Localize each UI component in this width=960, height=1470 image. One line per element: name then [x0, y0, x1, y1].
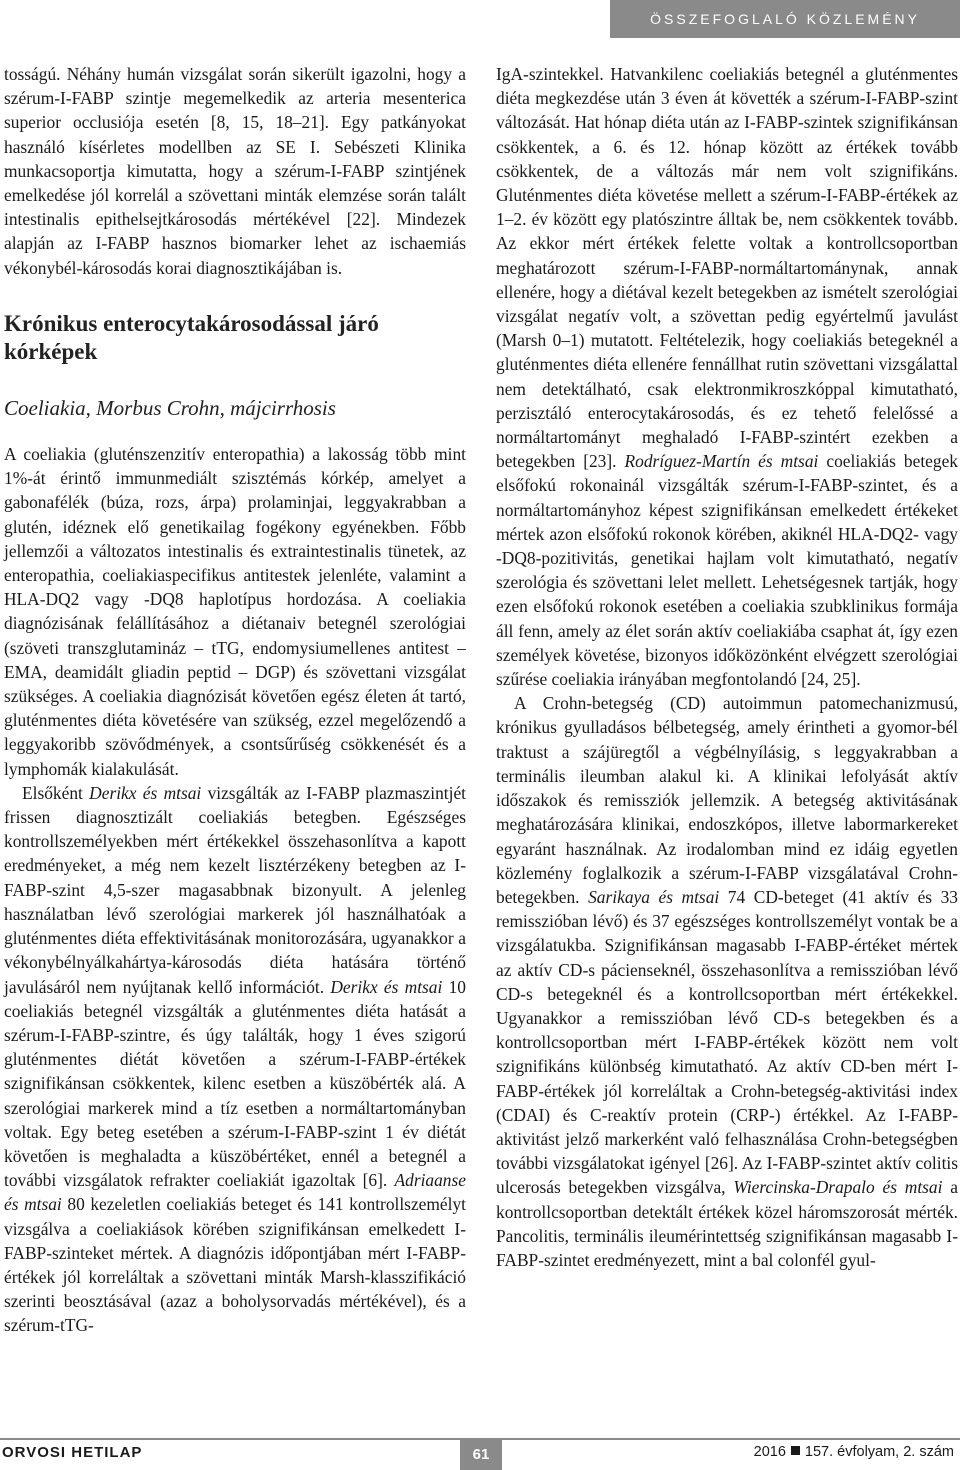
- text-run: 10 coeliakiás betegnél vizsgálták a gluténmentes diéta hatását a szérum-I-FABP-szintre, és úgy találták, hogy 1 éves szigorú gluténmentes diétát követően a szérum-I-FABP-értékek szignifikánsan csökkentek, kilenc esetben a küszöbérték alá. A szerológiai markerek mind a tíz esetben a normáltartományban voltak. Egy beteg esetében a szérum-I-FABP-szint 1 év diétát követően is meghaladta a küszöbértéket, ennél a betegnél a további vizsgálatok refrakter coeliakiát igazoltak [6].: [4, 976, 466, 1191]
- left-column: [4, 62, 466, 1338]
- paragraph: [4, 781, 466, 1338]
- paragraph: A coeliakia (gluténszenzitív enteropathia) a lakosság több mint 1%-át érintő immunmediált szisztémás kórkép, amelyet a gabonafélék (búza, rozs, árpa) prolaminjai, leggyakrabban a glutén, idéznek elő genetikailag fogékony egyénekben. Főbb jellemzői a változatos intestinalis és extraintestinalis tünetek, az enteropathia, coeliakiaspecifikus antitestek jelenléte, valamint a HLA-DQ2 vagy -DQ8 haplotípus hordozása. A coeliakia diagnózisának felállításához a diétanaiv betegnél szerológiai (szöveti transzglutamináz – tTG, endomysiumellenes antitest – EMA, deamidált gliadin peptid – DGP) és szövettani vizsgálat szükséges. A coeliakia diagnózisát követően egész életen át tartó, gluténmentes diéta követésére van szükség, ezzel megelőzendő a leggyakoribb szövődmények, a csontsűrűség csökkenését és a lymphomák kialakulását.: [4, 444, 466, 779]
- text-run: a kontrollcsoportban detektált értékek közel háromszorosát mérték. Pancolitis, terminális ileumérintettség szignifikánsan magasabb I-FABP-szintet eredményezett, mint a bal colonfél gyul-: [496, 1177, 958, 1270]
- volume: 157. évfolyam, 2. szám: [804, 1444, 954, 1460]
- text-run: Elsőként: [22, 782, 90, 803]
- text-run: 80 kezeletlen coeliakiás beteget és 141 kontrollszemélyt vizsgálva a coeliakiások körében szignifikánsan emelkedett I-FABP-szinteket mértek. A diagnózis időpontjában mért I-FABP-értékek jól korreláltak a szövettani minták Marsh-klasszifikáció szerinti beosztásával (azaz a boholysorvadás mértékével), és a szérum-tTG-: [4, 1194, 466, 1336]
- text-run: 74 CD-beteget (41 aktív és 33 remisszióban lévő) és 37 egészséges kontrollszemélyt vontak be a vizsgálatukba. Szignifikánsan magasabb I-FABP-értéket mértek az aktív CD-s pácienseknél, összehasonlítva a remisszióban lévő CD-s betegeknél és a kontrollcsoportban mért értékekkel. Ugyanakkor a remisszióban lévő CD-s betegekben és a kontrollcsoportban mért I-FABP-értékek között nem volt szignifikáns különbség kimutatható. Az aktív CD-ben mért I-FABP-értékek jól korreláltak a Crohn-betegség-aktivitási index (CDAI) és C-reaktív protein (CRP-) értékkel. Az I-FABP-aktivitást jelző markerként való felhasználása Crohn-betegségben további vizsgálatokat igényel [26]. Az I-FABP-szintet aktív colitis ulcerosás betegekben vizsgálva,: [496, 886, 959, 1198]
- text-run: coeliakiás betegek elsőfokú rokonainál vizsgálták szérum-I-FABP-szintet, és a normáltartományhoz képest szignifikánsan emelkedett értékeket mértek azon elsőfokú rokonok körében, akiknél HLA-DQ2- vagy -DQ8-pozitivitás, genetikai hajlam volt kimutatható, negatív szerológia és szövettani lelet mellett. Lehetségesnek tartják, hogy ezen elsőfokú rokonok esetében a coeliakia szubklinikus formája áll fenn, amely az élet során aktív coeliakiába csaphat át, így ezen személyek követése, bizonyos időközönként elvégzett szerológiai szűrése coeliakia irányában megfontolandó [24, 25].: [496, 451, 958, 690]
- author-citation: Derikx és mtsai: [89, 782, 202, 803]
- subsection-heading: Coeliakia, Morbus Crohn, májcirrhosis: [4, 395, 336, 420]
- section-label: ÖSSZEFOGLALÓ KÖZLEMÉNY: [610, 0, 960, 38]
- author-citation: Wiercinska-Drapalo és mtsai: [733, 1177, 943, 1198]
- author-citation: Rodríguez-Martín és mtsai: [624, 451, 819, 472]
- text-run: A Crohn-betegség (CD) autoimmun patomechanizmusú, krónikus gyulladásos bélbetegség, amely érintheti a gyomor-bél traktust a szájüregtől a végbélnyílásig, s leggyakrabban a terminális ileumban alakul ki. A klinikai lefolyását aktív időszakok és remissziók jellemzik. A betegség aktivitásának meghatározására klinikai, endoszkópos, illetve labormarkereket egyaránt használnak. Az irodalomban mind ez idáig egyetlen közlemény foglalkozik a szérum-I-FABP vizsgálatával Crohn-betegekben.: [496, 693, 958, 907]
- author-citation: Derikx és mtsai: [330, 976, 443, 997]
- author-citation: Adriaanse és mtsai: [4, 1170, 466, 1215]
- paragraph: [496, 691, 958, 1272]
- paragraph: tosságú. Néhány humán vizsgálat során sikerült igazolni, hogy a szérum-I-FABP szintje megemelkedik az arteria mesenterica superior occlusiója esetén [8, 15, 18–21]. Egy patkányokat használó kísérletes modellben az SE I. Sebészeti Klinika munkacsoportja kimutatta, hogy a szérum-I-FABP szintjének emelkedése jól korrelál a szövettani minták elemzése során talált intestinalis epithelsejtkárosodás mértékével [22]. Mindezek alapján az I-FABP hasznos biomarker lehet az ischaemiás vékonybél-károsodás korai diagnosztikájában is.: [4, 64, 466, 278]
- issue-info: [754, 1444, 954, 1460]
- page-number: 61: [460, 1438, 502, 1470]
- section-heading: Krónikus enterocytakárosodással járó kórképek: [4, 310, 379, 364]
- right-column: [496, 62, 958, 1272]
- header-bar: [0, 0, 960, 38]
- text-run: vizsgálták az I-FABP plazmaszintjét frissen diagnosztizált coeliakiás betegben. Egészséges kontrollszemélyekben mért értékekkel összehasonlítva a kapott eredményeket, a még nem kezelt lisztérzékeny betegben az I-FABP-szint 4,5-szer magasabbnak bizonyult. A jelenleg használatban lévő szerológiai markerek jól használhatóak a gluténmentes diéta effektivitásának monitorozására, ugyanakkor a vékonybélnyálkahártya-károsodás diéta hatására történő javulásáról nem nyújtanak kellő információt.: [4, 782, 466, 997]
- paragraph: [496, 62, 958, 691]
- year: 2016: [753, 1444, 786, 1460]
- square-bullet-icon: [791, 1446, 800, 1455]
- text-run: IgA-szintekkel. Hatvankilenc coeliakiás betegnél a gluténmentes diéta megkezdése után 3 éven át követték a szérum-I-FABP-szint változását. Hat hónap diéta után az I-FABP-szintek szignifikánsan csökkentek, a 6. és 12. hónap között az értékek tovább csökkentek, de a változás már nem volt szignifikáns. Gluténmentes diéta követése mellett a szérum-I-FABP-értékek az 1–2. év között egy platószintre álltak be, nem csökkentek tovább. Az ekkor mért értékek felette voltak a kontrollcsoportban meghatározott szérum-I-FABP-normáltartománynak, annak ellenére, hogy a diétával kezelt betegekben az ismételt szerológiai vizsgálat negatív volt, a szövettan pedig egyértelmű javulást (Marsh 0–1) mutatott. Feltételezik, hogy coeliakiás betegeknél a gluténmentes diéta ellenére fennállhat rutin szövettani vizsgálattal nem detektálható, csak elektronmikroszkóppal kimutatható, perzisztáló enterocytakárosodás, és ez tehető felelőssé a normáltartományt meghaladó I-FABP-szintért ezekben a betegekben [23].: [496, 64, 958, 472]
- author-citation: Sarikaya és mtsai: [588, 886, 720, 907]
- journal-name: ORVOSI HETILAP: [2, 1444, 143, 1461]
